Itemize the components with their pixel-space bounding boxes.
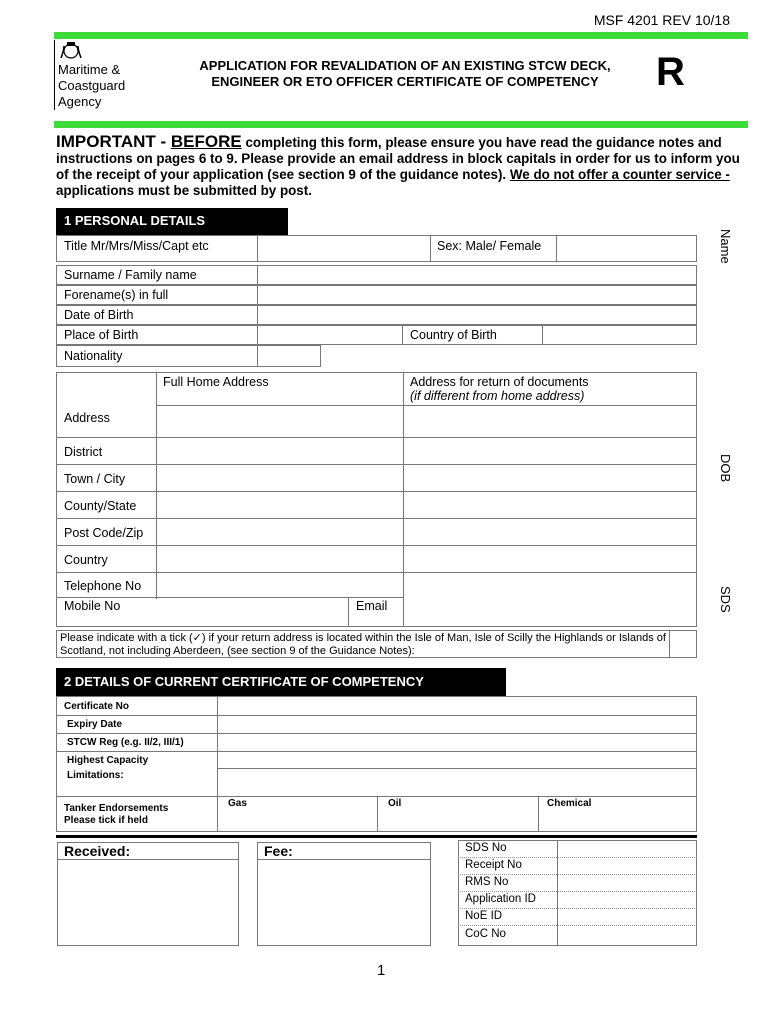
mobile-label: Mobile No bbox=[64, 599, 121, 613]
side-label-sds: SDS bbox=[718, 586, 733, 613]
return-town-input[interactable] bbox=[404, 465, 696, 491]
cert-no-input[interactable] bbox=[218, 697, 696, 715]
cob-input[interactable] bbox=[542, 325, 697, 345]
row-line bbox=[57, 859, 239, 860]
application-id-label: Application ID bbox=[465, 893, 536, 905]
county-label: County/State bbox=[64, 499, 137, 513]
capacity-input[interactable] bbox=[218, 752, 696, 768]
row-line bbox=[257, 859, 431, 860]
coc-no-label: CoC No bbox=[465, 928, 506, 940]
return-postcode-input[interactable] bbox=[404, 519, 696, 545]
ref-row-line bbox=[458, 925, 697, 926]
home-address-label: Full Home Address bbox=[163, 375, 269, 389]
home-town-input[interactable] bbox=[157, 465, 403, 491]
cert-no-label: Certificate No bbox=[64, 701, 130, 712]
oil-checkbox[interactable] bbox=[378, 797, 538, 831]
expiry-input[interactable] bbox=[218, 716, 696, 733]
tick-note: Please indicate with a tick (✓) if your return address is located within the Isle of Man, Isle of Scilly the Highlands or Islands of Scotland, not including Aberdeen, (see section 9 of the Guidance Notes): bbox=[60, 632, 666, 657]
dob-label: Date of Birth bbox=[64, 308, 134, 322]
logo-line-3: Agency bbox=[58, 94, 102, 109]
mobile-divider bbox=[348, 597, 349, 627]
expiry-label: Expiry Date bbox=[67, 719, 123, 730]
title-line-1: APPLICATION FOR REVALIDATION OF AN EXISTING STCW DECK, bbox=[199, 58, 611, 73]
town-label: Town / City bbox=[64, 472, 126, 486]
important-before: BEFORE bbox=[170, 132, 242, 151]
email-input[interactable] bbox=[404, 573, 696, 626]
section-1-heading: 1 PERSONAL DETAILS bbox=[56, 208, 288, 235]
page-number: 1 bbox=[377, 962, 386, 979]
oil-label: Oil bbox=[388, 798, 402, 809]
home-address-input[interactable] bbox=[157, 406, 403, 437]
stcw-input[interactable] bbox=[218, 734, 696, 751]
limitations-input[interactable] bbox=[218, 769, 696, 796]
return-county-input[interactable] bbox=[404, 492, 696, 518]
logo-divider bbox=[54, 40, 55, 110]
return-address-label: Address for return of documents bbox=[410, 375, 589, 389]
email-label: Email bbox=[356, 599, 388, 613]
logo-line-1: Maritime & bbox=[58, 62, 121, 77]
address-label: Address bbox=[64, 411, 110, 425]
no-counter-service: We do not offer a counter service - bbox=[509, 167, 730, 182]
rms-no-label: RMS No bbox=[465, 876, 509, 888]
telephone-input[interactable] bbox=[157, 573, 403, 597]
return-address-note: (if different from home address) bbox=[410, 389, 585, 403]
second-green-bar bbox=[54, 121, 748, 128]
tanker-sub-label: Please tick if held bbox=[64, 815, 148, 826]
nationality-label: Nationality bbox=[64, 349, 123, 363]
ref-row-line bbox=[458, 891, 697, 892]
home-county-input[interactable] bbox=[157, 492, 403, 518]
stcw-label: STCW Reg (e.g. II/2, III/1) bbox=[67, 737, 184, 748]
ref-row-line bbox=[458, 874, 697, 875]
gas-label: Gas bbox=[228, 798, 247, 809]
office-use-divider bbox=[56, 835, 697, 838]
return-country-input[interactable] bbox=[404, 546, 696, 572]
important-text-2: applications must be submitted by post. bbox=[56, 183, 312, 198]
cob-label: Country of Birth bbox=[410, 328, 497, 342]
refs-divider bbox=[557, 840, 558, 946]
mobile-input[interactable] bbox=[157, 598, 347, 626]
sds-no-label: SDS No bbox=[465, 842, 507, 854]
ref-row-line bbox=[458, 857, 697, 858]
capacity-label: Highest Capacity bbox=[67, 755, 149, 766]
important-notice bbox=[56, 134, 746, 199]
receipt-no-label: Receipt No bbox=[465, 859, 522, 871]
telephone-label: Telephone No bbox=[64, 579, 142, 593]
chemical-checkbox[interactable] bbox=[539, 797, 696, 831]
top-green-bar bbox=[54, 32, 748, 39]
chemical-label: Chemical bbox=[547, 798, 592, 809]
noe-id-label: NoE ID bbox=[465, 910, 503, 922]
royal-crest-icon bbox=[58, 40, 84, 60]
title-line-2: ENGINEER OR ETO OFFICER CERTIFICATE OF COMPETENCY bbox=[211, 74, 599, 89]
return-district-input[interactable] bbox=[404, 438, 696, 464]
fee-label: Fee: bbox=[264, 843, 293, 859]
received-label: Received: bbox=[64, 843, 131, 859]
mca-logo bbox=[54, 40, 164, 112]
important-lead: IMPORTANT - bbox=[56, 132, 171, 151]
home-postcode-input[interactable] bbox=[157, 519, 403, 545]
sex-input[interactable] bbox=[556, 235, 697, 262]
dob-input[interactable] bbox=[257, 305, 697, 325]
title-input[interactable] bbox=[257, 235, 431, 262]
sex-label: Sex: Male/ Female bbox=[437, 239, 542, 253]
tanker-label: Tanker Endorsements bbox=[64, 803, 169, 814]
pob-input[interactable] bbox=[257, 325, 403, 345]
pob-label: Place of Birth bbox=[64, 328, 139, 342]
home-district-input[interactable] bbox=[157, 438, 403, 464]
home-country-input[interactable] bbox=[157, 546, 403, 572]
postcode-label: Post Code/Zip bbox=[64, 526, 144, 540]
title-label: Title Mr/Mrs/Miss/Capt etc bbox=[64, 239, 209, 253]
form-letter: R bbox=[656, 50, 685, 94]
logo-line-2: Coastguard bbox=[58, 78, 126, 93]
forenames-input[interactable] bbox=[257, 285, 697, 305]
gas-checkbox[interactable] bbox=[218, 797, 377, 831]
form-code: MSF 4201 REV 10/18 bbox=[593, 12, 730, 28]
nationality-input[interactable] bbox=[257, 345, 321, 367]
section-2-heading: 2 DETAILS OF CURRENT CERTIFICATE OF COMPETENCY bbox=[56, 668, 506, 696]
limitations-label: Limitations: bbox=[67, 770, 124, 781]
side-label-dob: DOB bbox=[718, 454, 733, 483]
island-tick-checkbox[interactable] bbox=[669, 630, 697, 658]
surname-label: Surname / Family name bbox=[64, 268, 197, 282]
ref-row-line bbox=[458, 908, 697, 909]
country-label: Country bbox=[64, 553, 108, 567]
surname-input[interactable] bbox=[257, 265, 697, 285]
important-text: completing this form, please ensure you have read the guidance notes and instructions on pages 6 to 9. Please provide an email address in block capitals in order for us to inform you of the receipt of your application (see section 9 of the guidance notes). bbox=[56, 135, 740, 182]
side-label-name: Name bbox=[718, 229, 733, 264]
return-address-input[interactable] bbox=[404, 406, 696, 437]
forenames-label: Forename(s) in full bbox=[64, 288, 169, 302]
form-title bbox=[170, 58, 640, 90]
district-label: District bbox=[64, 445, 103, 459]
